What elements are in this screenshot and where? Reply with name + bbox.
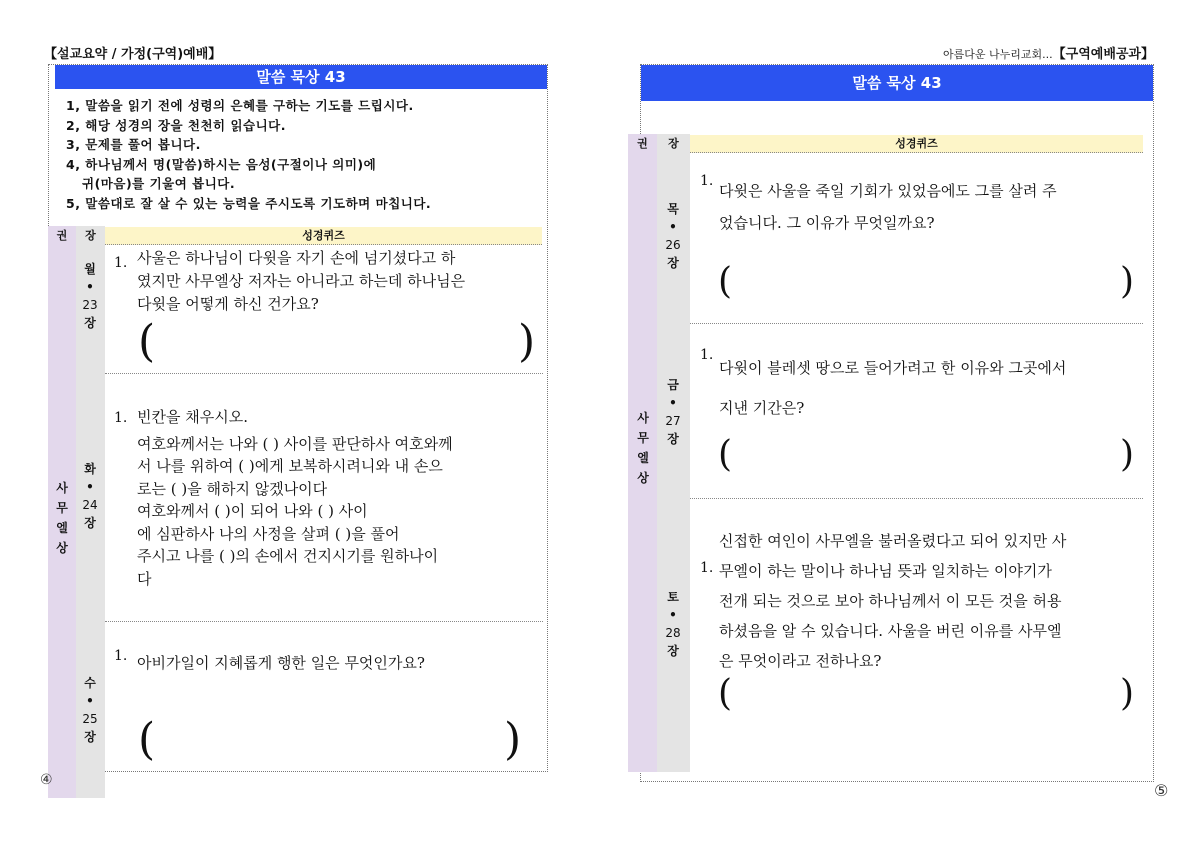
right-row-divider-2 — [690, 498, 1143, 499]
row-sat-question: 신접한 여인이 사무엘을 불러올렸다고 되어 있지만 사 무엘이 하는 말이나 하나님 뜻과 일치하는 이야기가 전개 되는 것으로 보아 하나님께서 이 모든 것을 허용 하셨음을 알 수 있습니다. 사울을 버린 이유를 사무엘 은 무엇이라고 전하나요? — [719, 532, 1067, 670]
row-thu-answer-open[interactable]: ( — [718, 261, 733, 302]
row-tue-question: 빈칸을 채우시오. 여호와께서는 나와 ( ) 사이를 판단하사 여호와께 서 나를 위하여 ( )에게 보복하시려니와 내 손으 로는 ( )을 해하지 않겠나이다 여호와께서 ( )이 되어 나와 ( ) 사이 에 심판하사 나의 사정을 살펴 ( )을 풀어 주시고 나를 ( )의 손에서 건지시기를 원하나이 다 — [137, 408, 453, 588]
row-wed-number: 1. — [114, 648, 128, 664]
left-row-divider-1 — [105, 373, 543, 374]
left-page-number: ④ — [40, 772, 53, 788]
right-page-number: ⑤ — [1154, 781, 1169, 800]
row-mon-question: 사울은 하나님이 다윗을 자기 손에 넘기셨다고 하 였지만 사무엘상 저자는 아니라고 하는데 하나님은 다윗을 어떻게 하신 건가요? — [137, 249, 466, 313]
left-head-quiz: 성경퀴즈 — [105, 227, 542, 245]
row-wed-answer-close: ) — [504, 714, 522, 765]
row-fri-number: 1. — [700, 347, 714, 363]
row-sat-number: 1. — [700, 560, 714, 576]
row-thu-chapter: 목 • 26 장 — [665, 202, 681, 270]
row-thu-answer-close: ) — [1120, 261, 1135, 302]
left-instructions — [66, 96, 431, 213]
right-page-title: 말씀 묵상 43 — [641, 65, 1153, 101]
row-fri-chapter: 금 • 27 장 — [665, 378, 681, 446]
instruction-1: 1, 말씀을 읽기 전에 성령의 은혜를 구하는 기도를 드립시다. — [66, 98, 414, 113]
right-head-quiz: 성경퀴즈 — [690, 135, 1143, 153]
instruction-4: 4, 하나님께서 명(말씀)하시는 음성(구절이나 의미)에 — [66, 156, 377, 172]
instruction-4-cont: 귀(마음)를 기울여 봅니다. — [82, 176, 236, 191]
instruction-3: 3, 문제를 풀어 봅니다. — [66, 137, 201, 152]
row-sat-answer-open[interactable]: ( — [718, 673, 733, 714]
left-page-title: 말씀 묵상 43 — [55, 65, 547, 89]
row-thu-question: 다윗은 사울을 죽일 기회가 있었음에도 그를 살려 주 었습니다. 그 이유가 무엇일까요? — [719, 182, 1057, 232]
row-sat-answer-close: ) — [1120, 673, 1135, 714]
header-church-name: 아름다운 나누리교회... — [943, 48, 1053, 61]
right-head-chapter: 장 — [668, 137, 679, 150]
row-tue-chapter: 화 • 24 장 — [82, 462, 98, 530]
row-mon-answer-close: ) — [518, 316, 536, 367]
row-wed-chapter: 수 • 25 장 — [82, 676, 98, 744]
row-fri-answer-close: ) — [1120, 434, 1135, 475]
row-fri-question: 다윗이 블레셋 땅으로 들어가려고 한 이유와 그곳에서 지낸 기간은? — [719, 359, 1067, 417]
left-row-divider-2 — [105, 621, 543, 622]
row-mon-chapter: 월 • 23 장 — [82, 262, 98, 330]
instruction-5: 5, 말씀대로 잘 살 수 있는 능력을 주시도록 기도하며 마칩니다. — [66, 195, 432, 211]
header-left-title: 【설교요약 / 가정(구역)예배】 — [44, 47, 222, 62]
row-mon-number: 1. — [114, 255, 128, 271]
right-row-divider-1 — [690, 323, 1143, 324]
left-head-book: 권 — [56, 229, 68, 242]
row-tue-number: 1. — [114, 410, 128, 426]
instruction-2: 2, 해당 성경의 장을 천천히 읽습니다. — [66, 117, 287, 133]
left-head-chapter: 장 — [85, 229, 96, 242]
row-wed-answer-open[interactable]: ( — [138, 714, 156, 765]
row-thu-number: 1. — [700, 173, 714, 189]
header-right-title: 【구역예배공과】 — [1052, 47, 1154, 62]
row-wed-question: 아비가일이 지혜롭게 행한 일은 무엇인가요? — [137, 654, 425, 672]
right-head-book: 권 — [637, 137, 648, 150]
left-book-name: 사 무 엘 상 — [56, 481, 68, 555]
row-fri-answer-open[interactable]: ( — [718, 434, 733, 475]
right-book-name: 사 무 엘 상 — [637, 411, 649, 485]
row-mon-answer-open[interactable]: ( — [138, 316, 156, 367]
header-right — [943, 46, 1154, 64]
row-sat-chapter: 토 • 28 장 — [665, 590, 681, 658]
